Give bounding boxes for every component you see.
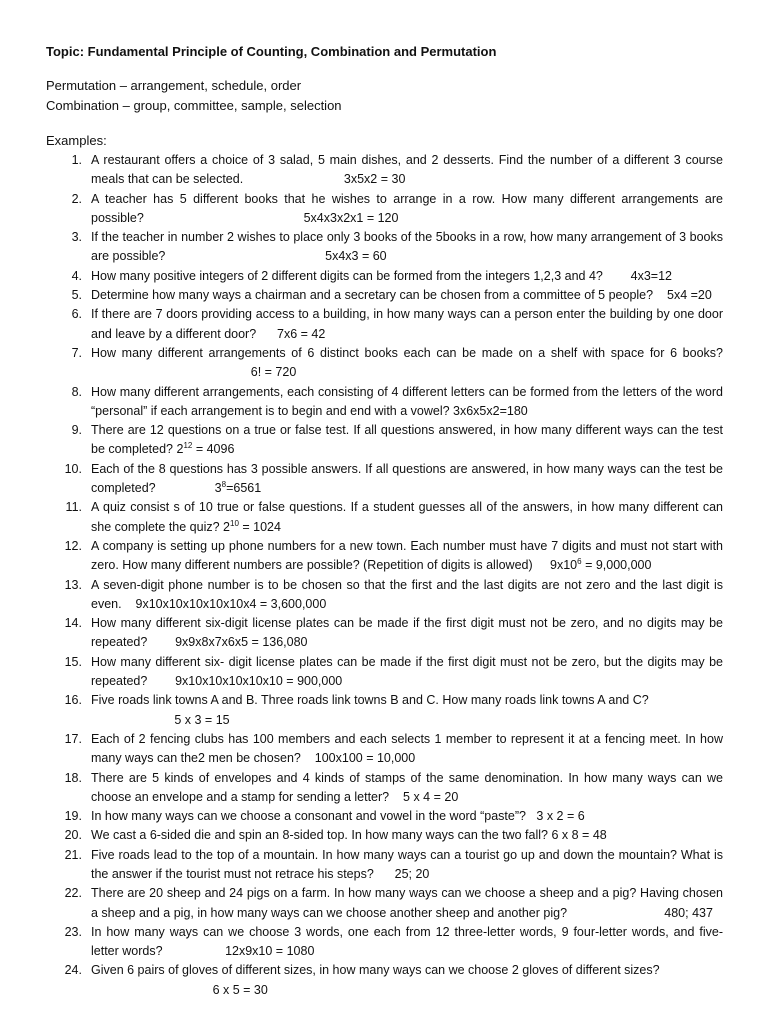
example-item <box>0 286 768 305</box>
examples-list <box>0 151 768 1000</box>
example-answer: 6 x 5 = 30 <box>212 982 268 997</box>
example-answer: 5 x 3 = 15 <box>174 712 230 727</box>
example-question: There are 12 questions on a true or false test. If all questions answered, in how many different ways can the test be completed? <box>91 423 723 457</box>
example-number: 9. <box>71 423 82 438</box>
example-item <box>0 846 768 885</box>
example-answer: 9x9x8x7x6x5 = 136,080 <box>175 635 308 650</box>
example-answer: 9x10x10x10x10x10 = 900,000 <box>175 674 343 689</box>
example-item <box>0 826 768 845</box>
example-item <box>0 884 768 923</box>
example-item <box>0 498 768 537</box>
example-question: How many different arrangements, each consisting of 4 different letters can be formed from the letters of the word “personal” if each arrangement is to begin and end with a vowel? <box>91 384 723 418</box>
example-answer: 480; 437 <box>664 905 713 920</box>
example-number: 8. <box>71 384 82 399</box>
example-answer: 5 x 4 = 20 <box>403 789 459 804</box>
example-question: Five roads link towns A and B. Three roads link towns B and C. How many roads link towns A and C? <box>91 693 649 708</box>
example-answer: 25; 20 <box>394 866 430 881</box>
example-item <box>0 923 768 962</box>
example-number: 7. <box>71 345 82 360</box>
example-number: 4. <box>71 268 82 283</box>
example-item <box>0 305 768 344</box>
example-answer: 6 x 8 = 48 <box>551 828 607 843</box>
example-item <box>0 807 768 826</box>
example-number: 2. <box>71 191 82 206</box>
example-question: There are 20 sheep and 24 pigs on a farm. In how many ways can we choose a sheep and a pig? Having chosen a sheep and a pig, in how many ways can we choose another sheep and another pig? <box>91 886 723 920</box>
example-number: 3. <box>71 230 82 245</box>
example-answer: 3 x 2 = 6 <box>536 809 585 824</box>
example-answer: 3x6x5x2=180 <box>453 403 528 418</box>
example-question: A seven-digit phone number is to be chosen so that the first and the last digits are not zero and the last digit is even. <box>91 577 723 611</box>
example-answer: 12x9x10 = 1080 <box>225 944 315 959</box>
example-question: A quiz consist s of 10 true or false questions. If a student guesses all of the answers, in how many different can she complete the quiz? <box>91 500 723 534</box>
example-answer-exponent: 12 <box>183 441 193 451</box>
examples-heading: Examples: <box>46 133 107 148</box>
example-item <box>0 691 768 730</box>
example-item <box>0 344 768 383</box>
example-item <box>0 769 768 808</box>
example-number: 22. <box>64 886 82 901</box>
example-question: Given 6 pairs of gloves of different sizes, in how many ways can we choose 2 gloves of different sizes? <box>91 963 660 978</box>
example-number: 13. <box>64 577 82 592</box>
example-item <box>0 576 768 615</box>
example-item <box>0 653 768 692</box>
example-question: If the teacher in number 2 wishes to place only 3 books of the 5books in a row, how many arrangement of 3 books are possible? <box>91 230 723 264</box>
example-item <box>0 421 768 460</box>
example-answer: 3x5x2 = 30 <box>343 172 406 187</box>
example-question: How many different arrangements of 6 distinct books each can be made on a shelf with space for 6 books? <box>91 345 723 360</box>
example-question: In how many ways can we choose 3 words, one each from 12 three-letter words, 9 four-letter words, and five-letter words? <box>91 924 723 959</box>
example-question: Five roads lead to the top of a mountain. In how many ways can a tourist go up and down the mountain? What is the answer if the tourist must not retrace his steps? <box>91 847 723 881</box>
example-answer: 5x4x3x2x1 = 120 <box>303 210 399 225</box>
example-answer-base: 2 <box>176 442 184 457</box>
example-question: There are 5 kinds of envelopes and 4 kinds of stamps of the same denomination. In how many ways can we choose an envelope and a stamp for sending a letter? <box>91 770 723 804</box>
example-number: 16. <box>64 693 82 708</box>
example-answer-base: 9x10 <box>550 558 578 573</box>
example-answer-base: 3 <box>214 481 222 496</box>
example-question: How many different six- digit license plates can be made if the first digit must not be zero, but the digits may be repeated? <box>91 654 723 689</box>
example-item <box>0 190 768 229</box>
definition-combination: Combination – group, committee, sample, selection <box>46 98 342 113</box>
example-answer: 7x6 = 42 <box>277 326 326 341</box>
example-answer-exponent: 6 <box>577 557 582 567</box>
example-item <box>0 730 768 769</box>
example-number: 23. <box>64 924 82 939</box>
example-number: 15. <box>64 654 82 669</box>
example-item <box>0 383 768 422</box>
example-number: 20. <box>64 828 82 843</box>
topic-heading: Topic: Fundamental Principle of Counting, Combination and Permutation <box>46 44 497 59</box>
example-item <box>0 614 768 653</box>
example-item <box>0 151 768 190</box>
example-answer-result: = 4096 <box>192 442 235 457</box>
definition-permutation: Permutation – arrangement, schedule, order <box>46 78 302 93</box>
example-number: 12. <box>64 538 82 553</box>
example-number: 18. <box>64 770 82 785</box>
example-number: 6. <box>71 307 82 322</box>
example-item <box>0 228 768 267</box>
example-question: In how many ways can we choose a consonant and vowel in the word “paste”? <box>91 809 526 824</box>
example-answer: 5x4 =20 <box>667 288 712 303</box>
example-number: 1. <box>71 153 82 167</box>
definitions <box>46 76 342 116</box>
example-question: A restaurant offers a choice of 3 salad, 5 main dishes, and 2 desserts. Find the number of a different 3 course meals that can be selected. <box>91 153 723 187</box>
example-question: If there are 7 doors providing access to a building, in how many ways can a person enter the building by one door and leave by a different door? <box>91 307 723 341</box>
example-number: 10. <box>64 461 82 476</box>
example-number: 17. <box>64 731 82 746</box>
example-answer-exponent: 8 <box>221 480 227 490</box>
example-item <box>0 537 768 576</box>
example-answer-base: 2 <box>223 519 230 534</box>
example-question: Determine how many ways a chairman and a secretary can be chosen from a committee of 5 people? <box>91 288 654 303</box>
example-answer-result: =6561 <box>226 481 262 496</box>
example-question: Each of 2 fencing clubs has 100 members and each selects 1 member to represent it at a fencing meet. In how many ways can the2 men be chosen? <box>91 731 723 766</box>
example-answer-result: = 9,000,000 <box>581 558 652 573</box>
example-item <box>0 460 768 499</box>
example-number: 19. <box>64 809 82 824</box>
example-answer: 6! = 720 <box>250 365 297 380</box>
example-answer: 100x100 = 10,000 <box>314 751 416 766</box>
example-question: How many different six-digit license plates can be made if the first digit must not be zero, and no digits may be repeated? <box>91 616 723 650</box>
example-question: How many positive integers of 2 different digits can be formed from the integers 1,2,3 and 4? <box>91 268 603 283</box>
example-answer-result: = 1024 <box>238 519 281 534</box>
example-answer: 4x3=12 <box>630 268 673 283</box>
example-question: Each of the 8 questions has 3 possible answers. If all questions are answered, in how many ways can the test be completed? <box>91 461 723 496</box>
example-item <box>0 267 768 286</box>
example-number: 21. <box>64 847 82 862</box>
example-item <box>0 961 768 1000</box>
example-answer-exponent: 10 <box>230 518 239 528</box>
example-number: 24. <box>64 963 82 978</box>
example-question: We cast a 6-sided die and spin an 8-sided top. In how many ways can the two fall? <box>91 828 548 843</box>
example-question: A teacher has 5 different books that he wishes to arrange in a row. How many different arrangements are possible? <box>91 191 723 225</box>
example-answer: 9x10x10x10x10x10x4 = 3,600,000 <box>135 596 327 611</box>
example-number: 5. <box>71 288 82 303</box>
example-answer: 5x4x3 = 60 <box>325 249 387 264</box>
example-question: A company is setting up phone numbers for a new town. Each number must have 7 digits and must not start with zero. How many different numbers are possible? (Repetition of digits is allowed) <box>91 538 723 573</box>
example-number: 14. <box>64 616 82 631</box>
example-number: 11. <box>65 500 82 515</box>
